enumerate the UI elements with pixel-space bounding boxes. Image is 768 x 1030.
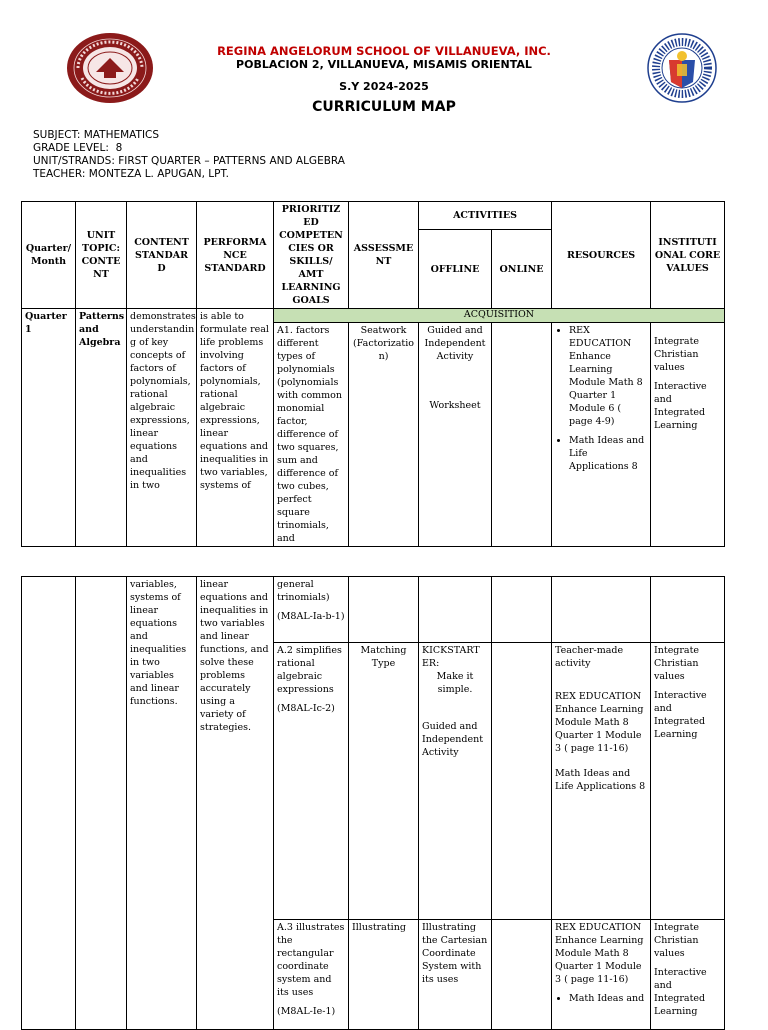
col-online: ONLINE [492,230,552,309]
unit-cell: Patterns and Algebra [76,309,127,547]
kickstarter-text: Make it simple. [436,671,474,695]
teacher-line: TEACHER: MONTEZA L. APUGAN, LPT. [33,168,229,180]
assessment-cell: Seatwork (Factorizatio n) [349,323,419,547]
quarter-cell [22,577,76,1030]
offline-activity-2: Worksheet [429,400,481,411]
col-activities: ACTIVITIES [419,202,552,230]
curriculum-table-continued [21,576,725,1030]
resource-item: • Math Ideas and Life Applications 8 [569,434,647,473]
competency-a2-code: (M8AL-Ic-2) [277,703,335,714]
assessment-cell [349,577,419,643]
page-title: CURRICULUM MAP [312,99,456,115]
col-competencies: PRIORITIZ ED COMPETEN CIES OR SKILLS/ AMT LEARNING GOALS [274,202,349,309]
resources-a2 [552,643,651,920]
performance-standard-cell: is able to formulate real life problems involving factors of polynomials, rational algebraic expressions, linear equations and inequalities in two variables, systems of [197,309,274,547]
competency-a3-code: (M8AL-Ie-1) [277,1006,336,1017]
assessment-a2: Matching Type [349,643,419,920]
offline-activity-a2 [419,643,492,920]
resource-item: • Math Ideas and [569,992,647,1005]
col-values: INSTITUTI ONAL CORE VALUES [651,202,725,309]
offline-activity-item: Guided and Independent Activity [422,721,484,758]
resource-item: • REX EDUCATION Enhance Learning Module Math 8 Quarter 1 Module 6 ( page 4-9) [569,324,647,428]
school-address: POBLACION 2, VILLANUEVA, MISAMIS ORIENTAL [236,58,532,71]
value-item: Interactive and Integrated Learning [654,967,707,1017]
values-cell [651,577,725,643]
resource-item: Teacher-made activity [555,645,624,669]
content-standard-cont: variables, systems of linear equations and inequalities in two variables and linear functions. [127,577,197,1030]
resources-cell [552,577,651,643]
values-cell [651,323,725,547]
resources-a3 [552,920,651,1030]
resources-cell [552,323,651,547]
competency-a2: A.2 simplifies rational algebraic expressions [277,645,342,695]
content-standard-cell: demonstrates understandin g of key concepts of factors of polynomials, rational algebraic expressions, linear equations and inequalities in two [127,309,197,547]
offline-activity-1: Guided and Independent Activity [424,325,486,362]
resource-item: Math Ideas and Life Applications 8 [555,768,646,792]
school-year: S.Y 2024-2025 [339,80,429,93]
values-a3 [651,920,725,1030]
competency-cont: general trinomials) [277,579,330,603]
quarter-cell: Quarter 1 [22,309,76,547]
subject-line: SUBJECT: MATHEMATICS [33,129,160,141]
offline-activity-cell [419,577,492,643]
col-unit: UNIT TOPIC: CONTE NT [76,202,127,309]
value-item: Interactive and Integrated Learning [654,381,707,431]
resource-item: REX EDUCATION Enhance Learning Module Math 8 Quarter 1 Module 3 ( page 11-16) [555,922,644,985]
unit-cell [76,577,127,1030]
online-activity-cell [492,577,552,643]
offline-activity-a3: Illustrating the Cartesian Coordinate System with its uses [419,920,492,1030]
performance-standard-cont: linear equations and inequalities in two variables and linear functions, and solve these problems accurately using a variety of strategies. [197,577,274,1030]
competency-a3-cell [274,920,349,1030]
col-assessment: ASSESSME NT [349,202,419,309]
resource-item: REX EDUCATION Enhance Learning Module Math 8 Quarter 1 Module 3 ( page 11-16) [555,691,644,754]
online-activity-a2 [492,643,552,920]
grade-line: GRADE LEVEL: 8 [33,142,123,154]
curriculum-table [21,201,725,547]
online-activity-a3 [492,920,552,1030]
school-name: REGINA ANGELORUM SCHOOL OF VILLANUEVA, INC. [217,44,551,58]
acquisition-band: ACQUISITION [274,309,725,323]
values-a2 [651,643,725,920]
competency-a3: A.3 illustrates the rectangular coordinate system and its uses [277,922,345,998]
kickstarter-label: KICKSTART ER: [422,645,480,669]
competency-cont-code: (M8AL-Ia-b-1) [277,611,345,622]
unit-line: UNIT/STRANDS: FIRST QUARTER – PATTERNS AND ALGEBRA [33,155,345,167]
col-performance: PERFORMA NCE STANDARD [197,202,274,309]
assessment-a3: Illustrating [349,920,419,1030]
competency-a1-cell: A1. factors different types of polynomials (polynomials with common monomial factor, difference of two squares, sum and difference of two cubes, perfect square trinomials, and [274,323,349,547]
online-activity-cell [492,323,552,547]
competency-a2-cell [274,643,349,920]
offline-activity-cell [419,323,492,547]
col-offline: OFFLINE [419,230,492,309]
document-info [33,129,345,181]
col-quarter: Quarter/ Month [22,202,76,309]
value-item: Integrate Christian values [654,336,700,373]
value-item: Interactive and Integrated Learning [654,690,707,740]
col-resources: RESOURCES [552,202,651,309]
col-content: CONTENT STANDAR D [127,202,197,309]
value-item: Integrate Christian values [654,645,700,682]
competency-cont-cell [274,577,349,643]
value-item: Integrate Christian values [654,922,700,959]
